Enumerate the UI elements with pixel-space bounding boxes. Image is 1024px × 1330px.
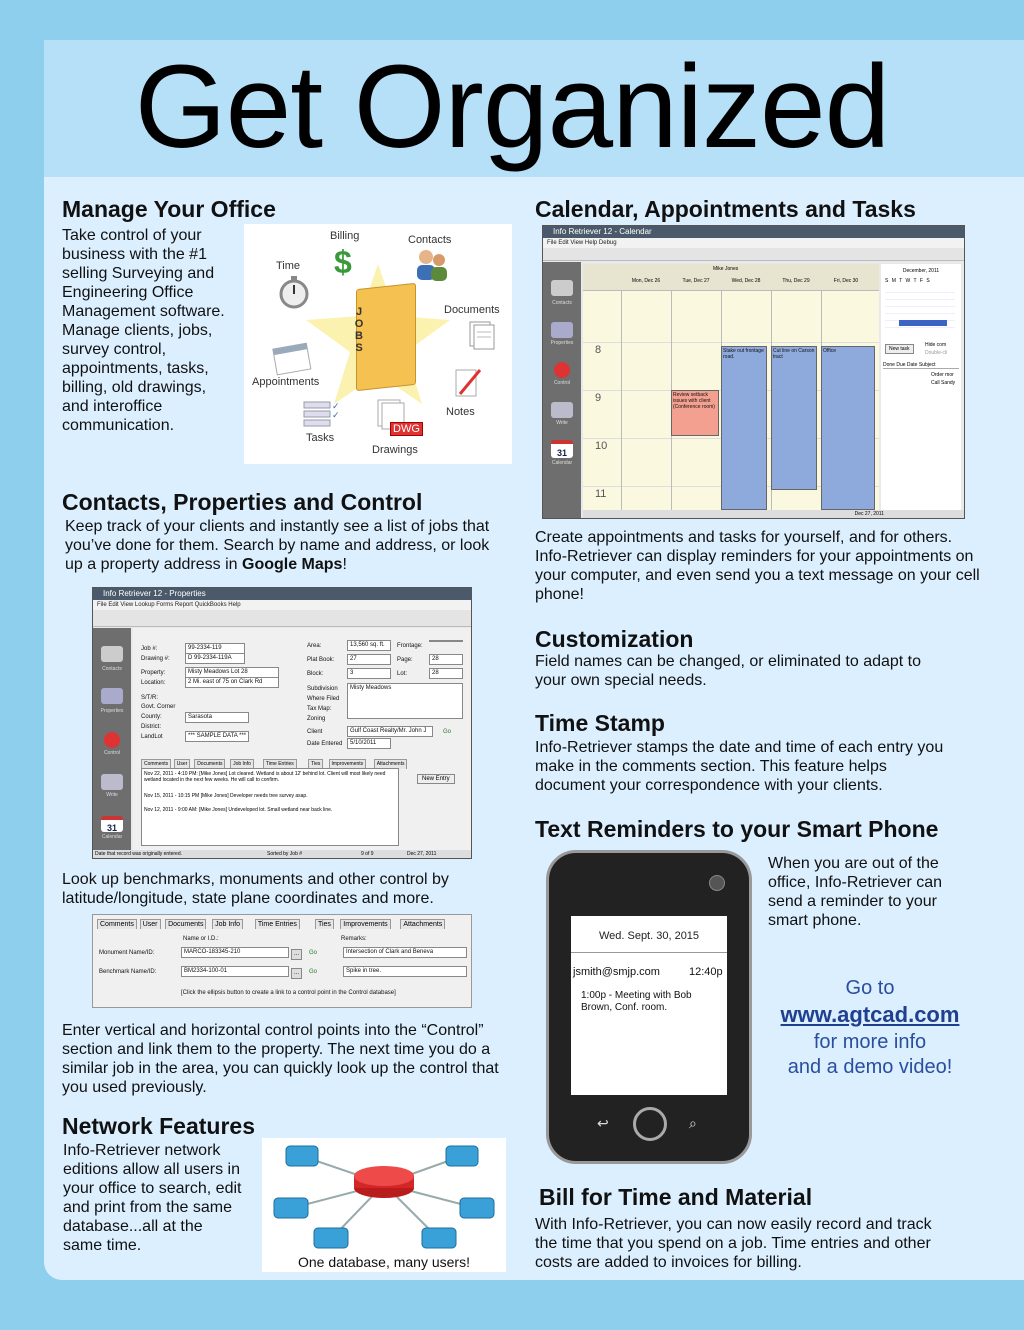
mini-calendar-panel (881, 264, 961, 510)
properties-sidebar (93, 628, 131, 850)
calendar-toolbar[interactable] (543, 248, 964, 261)
mini-calendar-weekdays: S M T W T F S (885, 278, 931, 284)
tasks-label: Tasks (306, 432, 335, 444)
notes-label: Notes (446, 406, 475, 418)
billing-label: Billing (330, 230, 360, 242)
nav-properties-label: Properties (550, 340, 574, 346)
documents-label: Documents (444, 304, 500, 316)
location-field[interactable]: 2 Mi. east of 75 on Clark Rd (185, 677, 279, 688)
calendar-day-header[interactable]: Fri, Dec 30 (833, 278, 859, 284)
double-click-hint: Double-cli (925, 350, 948, 356)
comments-box[interactable] (141, 768, 399, 846)
calendar-day-header[interactable]: Tue, Dec 27 (682, 278, 710, 284)
network-heading: Network Features (62, 1113, 256, 1139)
drawings-label: Drawings (372, 444, 418, 456)
network-icon (262, 1138, 506, 1256)
write-nav-icon[interactable] (551, 402, 573, 418)
promo-demo-video: and a demo video! (787, 1056, 953, 1078)
date-entered-field[interactable]: 5/10/2011 (347, 738, 391, 749)
properties-window (92, 587, 472, 859)
customization-heading: Customization (535, 626, 694, 652)
nav-properties-label: Properties (100, 708, 124, 714)
contacts-body (65, 517, 505, 574)
block-field[interactable]: 3 (347, 668, 391, 679)
calendar-nav-icon[interactable]: 31 (101, 816, 123, 832)
benchmark-go-button[interactable]: Go (309, 969, 318, 975)
svg-text:✓: ✓ (332, 410, 340, 420)
calendar-nav-icon[interactable]: 31 (551, 440, 573, 458)
network-diagram (262, 1138, 506, 1272)
properties-toolbar[interactable] (93, 610, 471, 627)
dollar-icon: $ (334, 244, 352, 280)
task-item[interactable]: Order mor (931, 372, 954, 378)
frontage-field[interactable] (429, 640, 463, 642)
comment-entry: Nov 12, 2011 - 9:00 AM: [Mike Jones] Undeveloped lot. Small wetland near back line. (144, 807, 333, 813)
search-icon[interactable]: ⌕ (689, 1115, 697, 1131)
tasks-icon (302, 400, 342, 430)
calendar-event-stakeout[interactable]: Stake out frontage road. (721, 346, 767, 510)
contacts-label: Contacts (408, 234, 452, 246)
nav-contacts-label: Contacts (102, 666, 122, 672)
control-nav-icon[interactable] (554, 362, 570, 378)
phone-time: 12:40p (689, 966, 723, 978)
benchmark-remark-field[interactable]: Spike in tree. (343, 966, 467, 977)
ellipsis-hint: [Click the ellipsis button to create a link to a control point in the Control database] (181, 990, 396, 996)
properties-status-bar: Date that record was originally entered. Sorted by Job # 9 of 9 Dec 27, 2011 (93, 850, 471, 858)
google-maps-text: Google Maps (242, 556, 343, 573)
tab-time-entries[interactable]: Time Entries (263, 759, 297, 769)
calendar-hour-label: 10 (595, 440, 608, 452)
contacts-nav-icon[interactable] (551, 280, 573, 296)
reminders-body: When you are out of the office, Info-Retriever can send a reminder to your smart phone. (768, 855, 943, 929)
customization-body: Field names can be changed, or eliminated to adapt to your own special needs. (535, 653, 922, 689)
tab-user[interactable]: User (140, 919, 161, 929)
documents-icon (466, 320, 496, 350)
manage-heading: Manage Your Office (62, 196, 276, 222)
new-entry-button[interactable]: New Entry (417, 774, 455, 784)
plat-book-field[interactable]: 27 (347, 654, 391, 665)
district-field[interactable]: *** SAMPLE DATA *** (185, 731, 249, 742)
calendar-heading: Calendar, Appointments and Tasks (535, 196, 916, 222)
tab-job-info[interactable]: Job Info (230, 759, 254, 769)
nav-control-label: Control (553, 380, 571, 386)
drawing-number-field[interactable]: D 99-2334-119A (185, 653, 245, 664)
client-field[interactable]: Gulf Coast Realty/Mr. John J (347, 726, 433, 737)
contacts-heading: Contacts, Properties and Control (62, 489, 423, 515)
tab-improvements[interactable]: Improvements (340, 919, 390, 929)
home-button-icon[interactable] (633, 1107, 667, 1141)
name-header: Name or I.D.: (183, 936, 219, 942)
tab-ties[interactable]: Ties (308, 759, 323, 769)
tab-documents[interactable]: Documents (194, 759, 225, 769)
monument-label: Monument Name/ID: (99, 950, 155, 956)
promo-more-info: for more info (813, 1031, 927, 1053)
phone-date: Wed. Sept. 30, 2015 (598, 930, 700, 942)
phone-sender: jsmith@smjp.com (573, 966, 660, 978)
calendar-window (542, 225, 965, 519)
stopwatch-icon (278, 274, 310, 310)
calendar-window-title: Info Retriever 12 - Calendar (543, 226, 964, 238)
phone-message: 1:00p - Meeting with Bob Brown, Conf. room. (581, 990, 692, 1013)
calendar-status-bar: Dec 27, 2011 (583, 510, 964, 518)
calendar-event-review[interactable]: Review setback issues with client (Conference room) (671, 390, 719, 436)
nav-calendar-label: Calendar (101, 834, 123, 840)
jobs-label: JOBS (354, 306, 364, 354)
calendar-icon (272, 340, 312, 376)
subdivision-field[interactable]: Misty Meadows (347, 683, 463, 719)
calendar-day-header[interactable]: Thu, Dec 29 (782, 278, 810, 284)
contacts-body-text: Keep track of your clients and instantly see a list of jobs that you’ve done for them. Search by name and address, or look up a property address in (65, 518, 490, 573)
calendar-hour-label: 9 (595, 392, 602, 404)
monument-go-button[interactable]: Go (309, 950, 318, 956)
control-lookup-body: Look up benchmarks, monuments and other control by latitude/longitude, state plane coordinates and more. (62, 871, 449, 907)
area-field[interactable]: 13,560 sq. ft. (347, 640, 391, 651)
tab-comments[interactable]: Comments (97, 919, 137, 929)
network-body: Info-Retriever network editions allow all users in your office to search, edit and print from the same database...all at the same time. (63, 1142, 242, 1254)
tab-attachments[interactable]: Attachments (400, 919, 445, 929)
nav-write-label: Write (106, 792, 118, 798)
back-icon[interactable]: ↩ (597, 1115, 609, 1131)
billing-body: With Info-Retriever, you can now easily record and track the time that you spend on a job. Time entries and other costs are added to invoices for billing. (535, 1216, 932, 1271)
properties-form: Job #: 99-2334-119 Drawing #: D 99-2334-119A Property: Misty Meadows Lot 28 Location: 2 Mi. east of 75 on Clark Rd S/T/R: Govt. Corner County: Sarasota District: *** SAMPLE DATA *** LandLot Area: 13,560 sq. ft. Frontage: Plat Book: 27 Page: 28 Block: 3 Lot: 28 Subdivision Misty Meadows Where Filed Tax Map: Zoning Client Gulf Coast Realty/Mr. John J Go Date Entered 5/10/2011 Comments User Documents Job Info Time Entries Ties Improvements Attachments Nov 22, 2011 - 4:10 PM: [Mike Jones] Lot cleared. Wetland is about 12' behind lot. Client will most likely need wetland located in the next few weeks. He will call to confirm. Nov 15, 2011 - 10:15 PM [Mike Jones] Developer needs tree survey asap. Nov 12, 2011 - 9:00 AM: [Mike Jones] Undeveloped lot. Small wetland near back line. New Entry (133, 628, 471, 850)
calendar-hour-label: 8 (595, 344, 602, 356)
nav-control-label: Control (103, 750, 121, 756)
mini-calendar-month[interactable]: December, 2011 (902, 268, 940, 274)
page-title: Get Organized (134, 41, 890, 173)
calendar-hour-label: 11 (595, 488, 607, 500)
contacts-nav-icon[interactable] (101, 646, 123, 662)
monument-field[interactable]: MARCO-183345-210 (181, 947, 289, 958)
mini-calendar-week-highlight (899, 320, 947, 326)
contacts-body-end: ! (342, 556, 347, 573)
reminders-heading: Text Reminders to your Smart Phone (535, 816, 939, 842)
task-list-header: Done Due Date Subject (883, 362, 959, 369)
smartphone-image (546, 850, 752, 1164)
tab-documents[interactable]: Documents (165, 919, 206, 929)
dwg-badge: DWG (390, 422, 423, 436)
properties-menu-bar[interactable]: File Edit View Lookup Forms Report QuickBooks Help (93, 600, 471, 610)
promo-url-link[interactable]: www.agtcad.com (780, 1002, 960, 1027)
network-caption: One database, many users! (298, 1254, 470, 1270)
hide-complete-checkbox[interactable]: Hide com (925, 342, 947, 348)
lot-field[interactable]: 28 (429, 668, 463, 679)
notes-icon (452, 366, 484, 402)
svg-text:✓: ✓ (332, 401, 340, 411)
page-field[interactable]: 28 (429, 654, 463, 665)
timestamp-body: Info-Retriever stamps the date and time of each entry you make in the comments section. This feature helps document your correspondence with your clients. (535, 739, 944, 794)
control-nav-icon[interactable] (104, 732, 120, 748)
camera-icon (709, 875, 725, 891)
tab-comments[interactable]: Comments (141, 759, 171, 769)
calendar-grid[interactable] (583, 264, 879, 510)
calendar-day-header[interactable]: Mon, Dec 26 (631, 278, 661, 284)
tab-ties[interactable]: Ties (315, 919, 334, 929)
task-item[interactable]: Call Sandy (931, 380, 956, 386)
tab-time-entries[interactable]: Time Entries (255, 919, 300, 929)
county-field[interactable]: Sarasota (185, 712, 249, 723)
calendar-person: Mike Jones (713, 266, 739, 272)
timestamp-heading: Time Stamp (535, 710, 665, 736)
calendar-body: Create appointments and tasks for yourself, and for others. Info-Retriever can display reminders for your appointments on your computer, and even send you a text message on your cell phone! (535, 529, 980, 603)
calendar-event-cutline[interactable]: Cut line on Carson tract (771, 346, 817, 490)
properties-window-title: Info Retriever 12 - Properties (93, 588, 471, 600)
office-diagram (244, 224, 512, 464)
write-nav-icon[interactable] (101, 774, 123, 790)
properties-nav-icon[interactable] (101, 688, 123, 704)
calendar-event-office[interactable]: Office (821, 346, 875, 510)
calendar-menu-bar[interactable]: File Edit View Help Debug (543, 238, 964, 248)
tab-attachments[interactable]: Attachments (374, 759, 408, 769)
nav-contacts-label: Contacts (552, 300, 572, 306)
new-task-button[interactable]: New task (885, 344, 914, 354)
property-field[interactable]: Misty Meadows Lot 28 (185, 667, 279, 678)
benchmark-field[interactable]: BM2334-100-01 (181, 966, 289, 977)
benchmark-label: Benchmark Name/ID: (99, 969, 157, 975)
phone-screen (571, 916, 727, 1095)
billing-heading: Bill for Time and Material (539, 1184, 813, 1210)
control-body: Enter vertical and horizontal control points into the “Control” section and link them to the property. The next time you do a similar job in the area, you can quickly look up the control that you used previously. (62, 1022, 499, 1096)
contacts-icon (412, 248, 452, 282)
comment-entry: Nov 22, 2011 - 4:10 PM: [Mike Jones] Lot cleared. Wetland is about 12' behind lot. Client will most likely need wetland located in the next few weeks. He will call to confirm. (144, 771, 386, 783)
tab-job-info[interactable]: Job Info (212, 919, 243, 929)
ties-panel (92, 914, 472, 1008)
nav-calendar-label: Calendar (551, 460, 573, 466)
benchmark-ellipsis-button[interactable]: ... (291, 968, 302, 979)
manage-body: Take control of your business with the #1 selling Surveying and Engineering Office Management software. Manage clients, jobs, survey control, appointments, tasks, billing, old drawings, and interoffice communication. (62, 227, 225, 434)
tab-improvements[interactable]: Improvements (329, 759, 367, 769)
remarks-header: Remarks: (341, 936, 367, 942)
monument-ellipsis-button[interactable]: ... (291, 949, 302, 960)
appointments-label: Appointments (252, 376, 320, 388)
job-number-field[interactable]: 99-2334-119 (185, 643, 245, 654)
calendar-sidebar (543, 262, 581, 518)
client-go-button[interactable]: Go (443, 729, 452, 735)
nav-write-label: Write (556, 420, 568, 426)
time-label: Time (276, 260, 301, 272)
promo-go-to: Go to (845, 977, 895, 999)
calendar-day-header[interactable]: Wed, Dec 28 (731, 278, 761, 284)
monument-remark-field[interactable]: Intersection of Clark and Beneva (343, 947, 467, 958)
tab-user[interactable]: User (174, 759, 191, 769)
comment-entry: Nov 15, 2011 - 10:15 PM [Mike Jones] Developer needs tree survey asap. (144, 793, 308, 799)
properties-nav-icon[interactable] (551, 322, 573, 338)
